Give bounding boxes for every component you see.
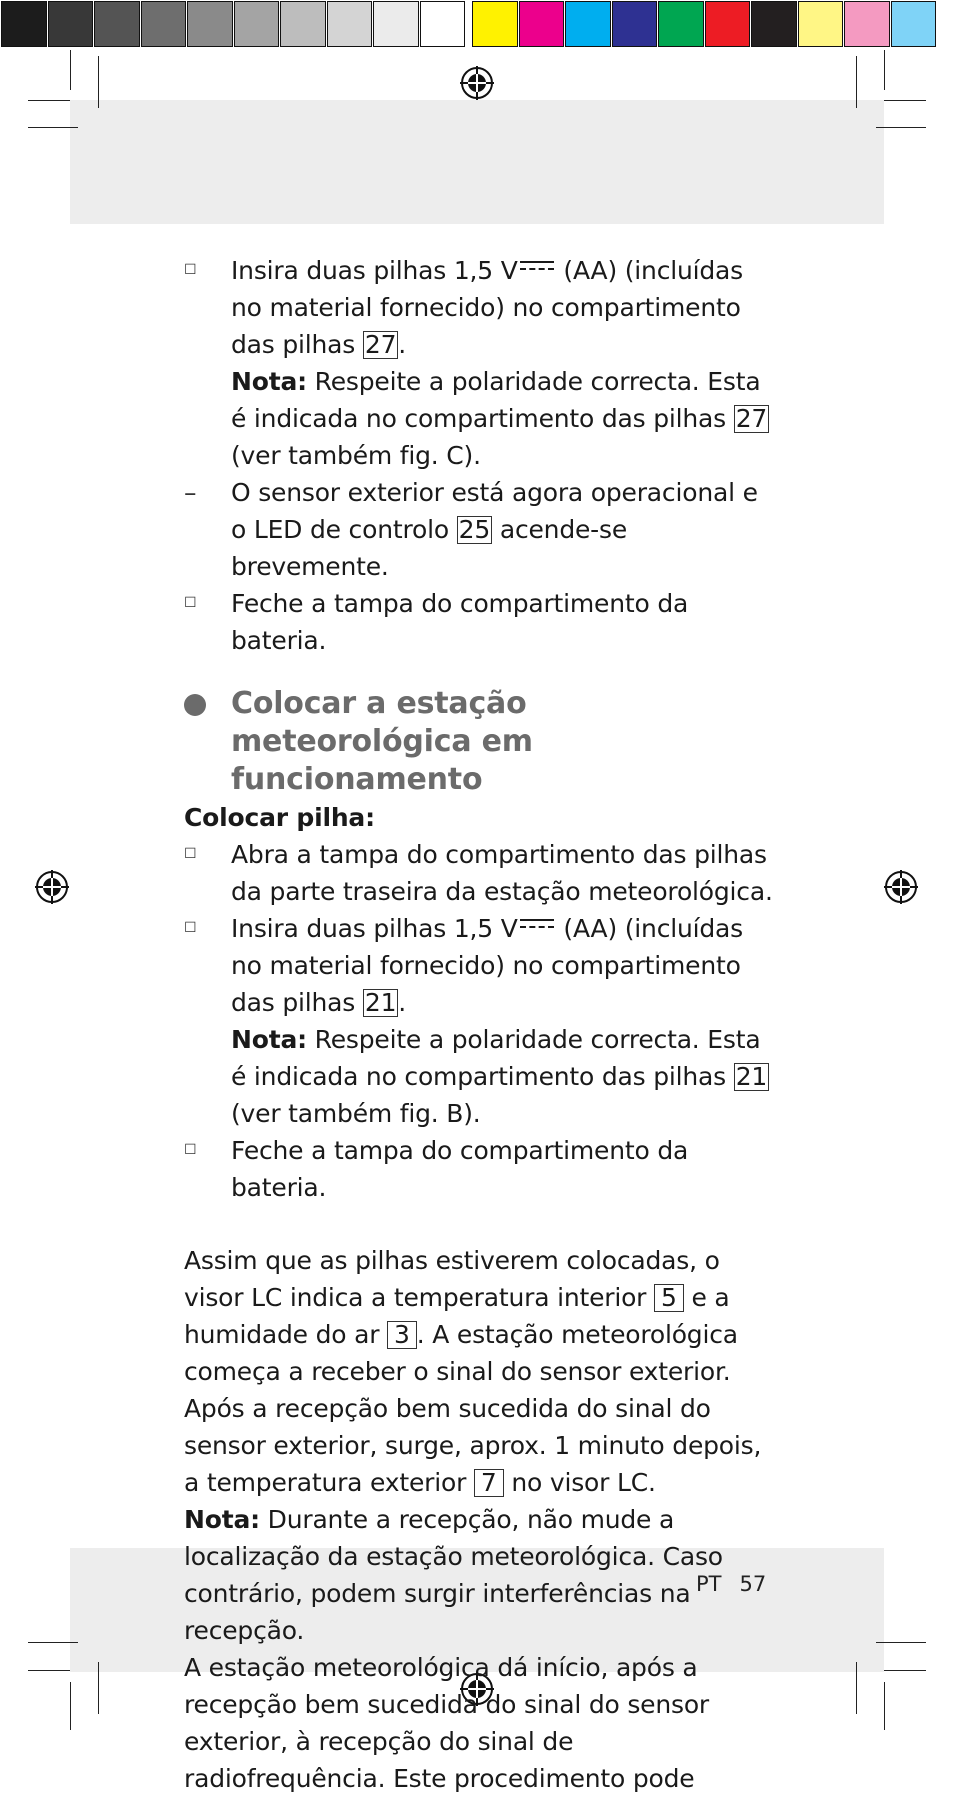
- crop-mark: [28, 1642, 78, 1643]
- registration-mark-icon: [35, 870, 69, 904]
- color-calibration-bar: [0, 0, 954, 50]
- checkbox-bullet-icon: ☐: [184, 920, 197, 936]
- crop-mark: [884, 50, 885, 90]
- language-code: PT: [696, 1572, 722, 1596]
- crop-mark: [856, 56, 857, 108]
- dc-symbol-icon: [520, 257, 554, 277]
- list-item: ☐ Insira duas pilhas 1,5 V (AA) (incluídas no material fornecido) no compartimento das pilhas 27.: [184, 252, 774, 363]
- color-swatch: [48, 1, 94, 47]
- note-label: Nota:: [231, 367, 307, 396]
- body-paragraph: Assim que as pilhas estiverem colocadas, o visor LC indica a temperatura interior 5 e a humidade do ar 3 . A estação meteorológica começa a receber o sinal do sensor exterior. Após a recepção bem sucedida do sinal do sensor exterior, surge, aprox. 1 minuto depois, a temperatura exterior 7 no visor LC.: [184, 1246, 762, 1497]
- color-swatch: [844, 1, 890, 47]
- reference-number: 25: [458, 515, 491, 544]
- dash-bullet-icon: –: [184, 478, 197, 507]
- section-heading: Colocar a estação meteorológica em funcionamento: [184, 685, 774, 799]
- crop-mark: [28, 100, 70, 101]
- heading-bullet-icon: [184, 694, 206, 716]
- color-swatch: [658, 1, 704, 47]
- checkbox-bullet-icon: ☐: [184, 595, 197, 611]
- color-swatch: [472, 1, 518, 47]
- color-swatch: [234, 1, 280, 47]
- crop-mark: [98, 1662, 99, 1714]
- page-footer: [696, 1572, 766, 1596]
- reference-number: 27: [364, 330, 397, 359]
- color-swatch: [373, 1, 419, 47]
- crop-mark: [876, 1642, 926, 1643]
- list-item: ☐ Feche a tampa do compartimento da bateria.: [184, 1132, 774, 1206]
- list-item: – O sensor exterior está agora operacional e o LED de controlo 25 acende-se brevemente.: [184, 474, 774, 585]
- color-swatch: [565, 1, 611, 47]
- reference-number: 3: [387, 1321, 417, 1349]
- color-swatch: [280, 1, 326, 47]
- color-swatch: [705, 1, 751, 47]
- dc-symbol-icon: [520, 915, 554, 935]
- crop-mark: [884, 1682, 885, 1730]
- page-number: 57: [739, 1572, 767, 1596]
- page-content: [184, 252, 774, 1797]
- color-swatch: [187, 1, 233, 47]
- crop-mark: [28, 1670, 70, 1671]
- crop-mark: [98, 56, 99, 108]
- crop-mark: [856, 1662, 857, 1714]
- checkbox-bullet-icon: ☐: [184, 1142, 197, 1158]
- crop-mark: [70, 1682, 71, 1730]
- checkbox-bullet-icon: ☐: [184, 262, 197, 278]
- registration-mark-icon: [884, 870, 918, 904]
- note-label: Nota:: [184, 1505, 260, 1534]
- reference-number: 7: [474, 1469, 504, 1497]
- header-band: [70, 100, 884, 224]
- color-swatch: [420, 1, 466, 47]
- crop-mark: [884, 100, 926, 101]
- reference-number: 27: [735, 404, 768, 433]
- note-block: Nota: Respeite a polaridade correcta. Esta é indicada no compartimento das pilhas 27 (ver também fig. C).: [231, 367, 768, 470]
- color-swatch: [891, 1, 937, 47]
- crop-mark: [70, 50, 71, 90]
- crop-mark: [876, 127, 926, 128]
- subheading: Colocar pilha:: [184, 803, 375, 832]
- color-swatch: [751, 1, 797, 47]
- reference-number: 21: [735, 1062, 768, 1091]
- note-paragraph: Nota: Durante a recepção, não mude a localização da estação meteorológica. Caso contrário, podem surgir interferências na recepção.: [184, 1505, 723, 1645]
- checkbox-bullet-icon: ☐: [184, 846, 197, 862]
- color-swatch: [798, 1, 844, 47]
- registration-mark-icon: [460, 66, 494, 100]
- color-swatch: [612, 1, 658, 47]
- color-swatch: [94, 1, 140, 47]
- list-item: ☐ Feche a tampa do compartimento da bateria.: [184, 585, 774, 659]
- list-item: ☐ Abra a tampa do compartimento das pilhas da parte traseira da estação meteorológica.: [184, 836, 774, 910]
- color-swatch: [327, 1, 373, 47]
- note-block: Nota: Respeite a polaridade correcta. Esta é indicada no compartimento das pilhas 21 (ver também fig. B).: [231, 1025, 768, 1128]
- note-label: Nota:: [231, 1025, 307, 1054]
- crop-mark: [28, 127, 78, 128]
- color-swatch: [1, 1, 47, 47]
- reference-number: 21: [364, 988, 397, 1017]
- list-item: ☐ Insira duas pilhas 1,5 V (AA) (incluídas no material fornecido) no compartimento das pilhas 21.: [184, 910, 774, 1021]
- color-swatch: [141, 1, 187, 47]
- crop-mark: [884, 1670, 926, 1671]
- body-paragraph: A estação meteorológica dá início, após a recepção bem sucedida do sinal do sensor exterior, à recepção do sinal de radiofrequência. Este procedimento pode: [184, 1653, 710, 1793]
- color-swatch: [519, 1, 565, 47]
- reference-number: 5: [654, 1284, 684, 1312]
